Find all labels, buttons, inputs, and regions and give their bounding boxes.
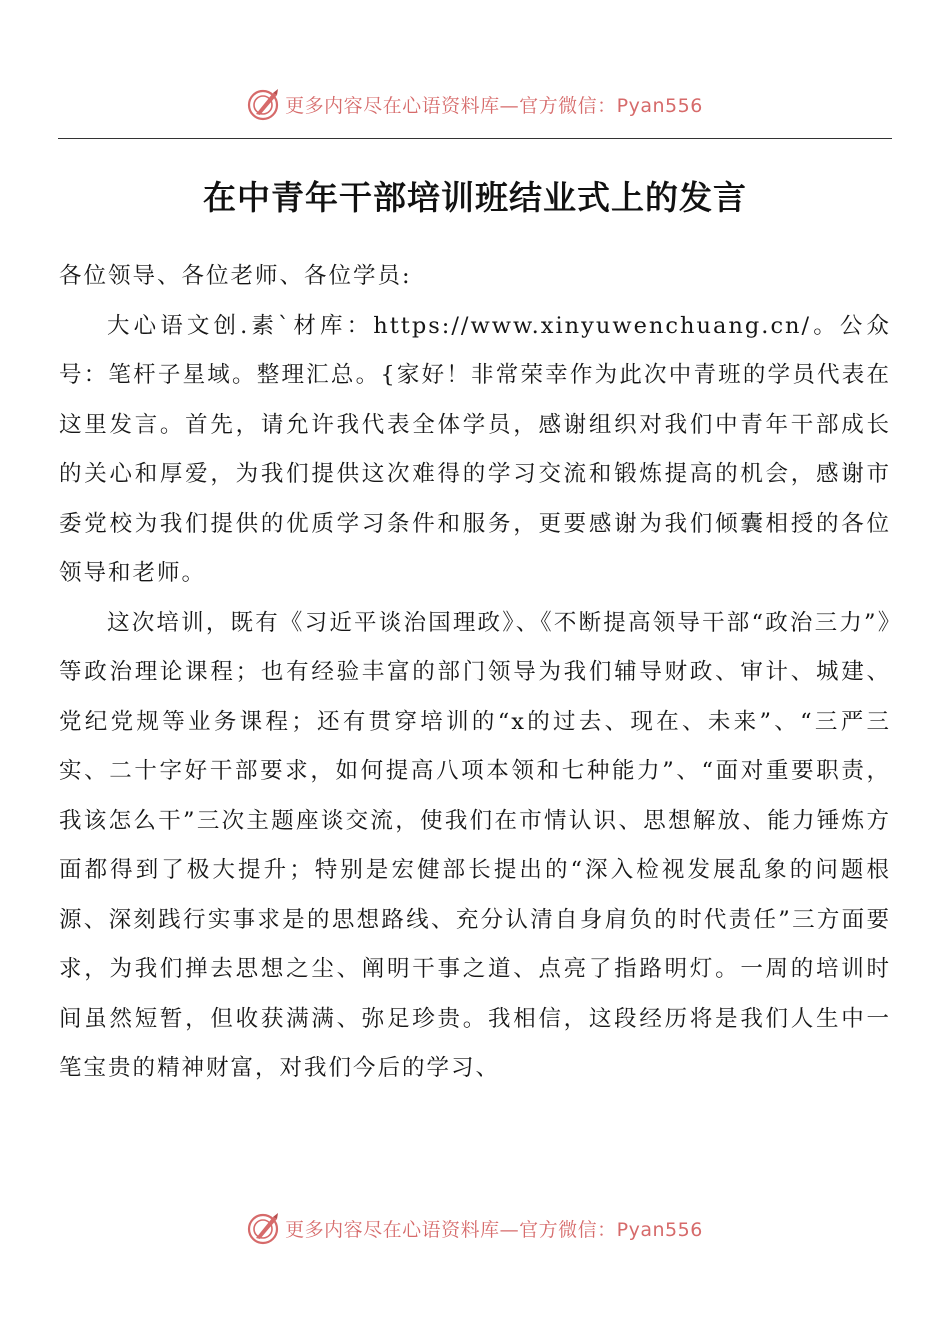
page-title: 在中青年干部培训班结业式上的发言 [203, 178, 747, 217]
header-divider [58, 138, 892, 139]
salutation: 各位领导、各位老师、各位学员: [59, 263, 412, 289]
quill-logo-icon [247, 87, 281, 121]
document-body [59, 252, 891, 1094]
header-banner-text: 更多内容尽在心语资料库—官方微信：Pyan556 [285, 94, 703, 117]
footer-banner [0, 1208, 950, 1248]
footer-wechat-id: Pyan556 [616, 1218, 703, 1241]
header-banner [0, 84, 950, 124]
footer-banner-text: 更多内容尽在心语资料库—官方微信：Pyan556 [285, 1218, 703, 1241]
paragraph-1: 大心语文创.素`材库：https://www.xinyuwenchuang.cn/。公众号：笔杆子星域。整理汇总。{家好！非常荣幸作为此次中青班的学员代表在这里发言。首先，请允许我代表全体学员，感谢组织对我们中青年干部成长的关心和厚爱，为我们提供这次难得的学习交流和锻炼提高的机会，感谢市委党校为我们提供的优质学习条件和服务，更要感谢为我们倾囊相授的各位领导和老师。 [59, 312, 891, 586]
paragraph-2: 这次培训，既有《习近平谈治国理政》、《不断提高领导干部“政治三力”》等政治理论课程；也有经验丰富的部门领导为我们辅导财政、审计、城建、党纪党规等业务课程；还有贯穿培训的“x的过去、现在、未来”、“三严三实、二十字好干部要求，如何提高八项本领和七种能力”、“面对重要职责，我该怎么干”三次主题座谈交流，使我们在市情认识、思想解放、能力锤炼方面都得到了极大提升；特别是宏健部长提出的“深入检视发展乱象的问题根源、深刻践行实事求是的思想路线、充分认清自身肩负的时代责任”三方面要求，为我们掸去思想之尘、阐明干事之道、点亮了指路明灯。一周的培训时间虽然短暂，但收获满满、弥足珍贵。我相信，这段经历将是我们人生中一笔宝贵的精神财富，对我们今后的学习、 [59, 609, 891, 1081]
wechat-id: Pyan556 [616, 94, 703, 117]
quill-logo-icon [247, 1211, 281, 1245]
